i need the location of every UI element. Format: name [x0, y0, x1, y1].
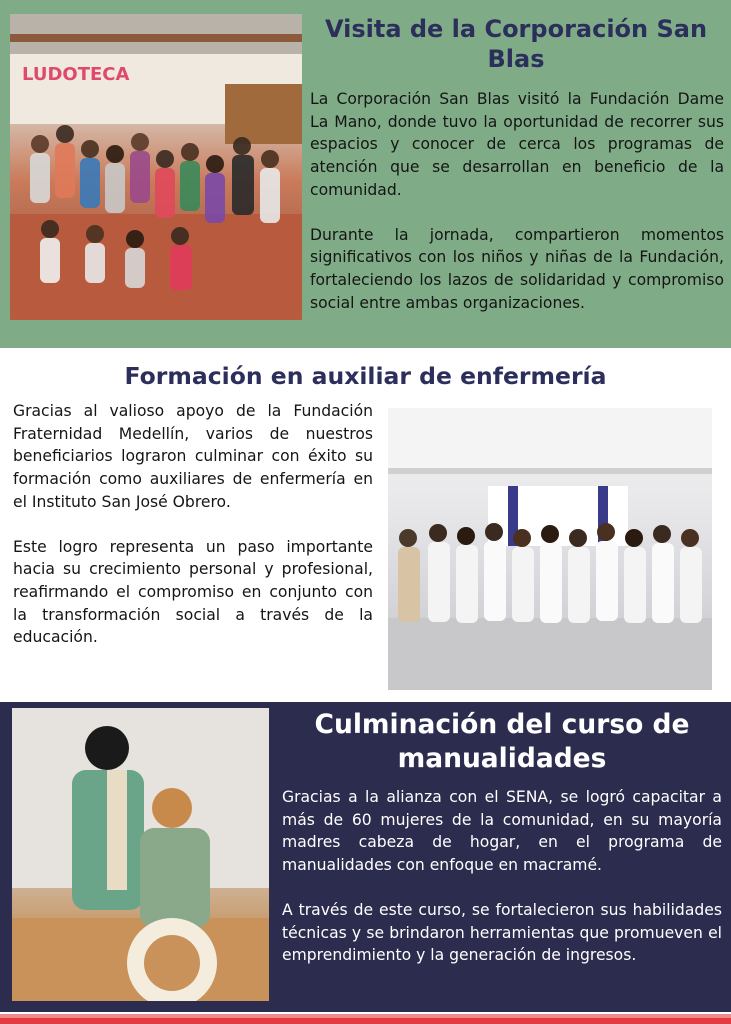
paragraph: A través de este curso, se fortalecieron sus habilidades técnicas y se brindaron herramientas que promueven el emprendimiento y la generación de ingresos. — [282, 900, 722, 965]
paragraph: Gracias a la alianza con el SENA, se logró capacitar a más de 60 mujeres de la comunidad, en su mayoría madres cabeza de hogar, en el programa de manualidades con enfoque en macramé. — [282, 788, 722, 875]
photo-graduates-group — [388, 408, 712, 690]
paragraph: Este logro representa un paso importante hacia su crecimiento personal y profesional, reafirmando el compromiso en conjunto con la transformación social a través de la educación. — [13, 537, 373, 647]
section-body-manualidades — [282, 786, 722, 967]
section-body-enfermeria — [13, 400, 373, 649]
section-title-enfermeria: Formación en auxiliar de enfermería — [124, 362, 607, 390]
section-body-san-blas — [310, 88, 724, 314]
section-title-manualidades: Culminación del curso de manualidades — [314, 709, 690, 774]
paragraph: Gracias al valioso apoyo de la Fundación Fraternidad Medellín, varios de nuestros beneficiarios lograron culminar con éxito su formación como auxiliares de enfermería en el Instituto San José Obrero. — [13, 402, 373, 511]
photo-macrame-class — [12, 708, 269, 1001]
ludoteca-sign: LUDOTECA — [22, 64, 130, 85]
footer-stripe-red — [0, 1018, 731, 1024]
paragraph: Durante la jornada, compartieron momentos significativos con los niños y niñas de la Fundación, fortaleciendo los lazos de solidaridad y compromiso social entre ambas organizaciones. — [310, 225, 724, 312]
section-title-san-blas: Visita de la Corporación San Blas — [324, 15, 708, 73]
paragraph: La Corporación San Blas visitó la Fundación Dame La Mano, donde tuvo la oportunidad de recorrer sus espacios y conocer de cerca los programas de atención que se desarrollan en beneficio de la comunidad. — [310, 90, 724, 199]
photo-children-group — [10, 14, 302, 320]
